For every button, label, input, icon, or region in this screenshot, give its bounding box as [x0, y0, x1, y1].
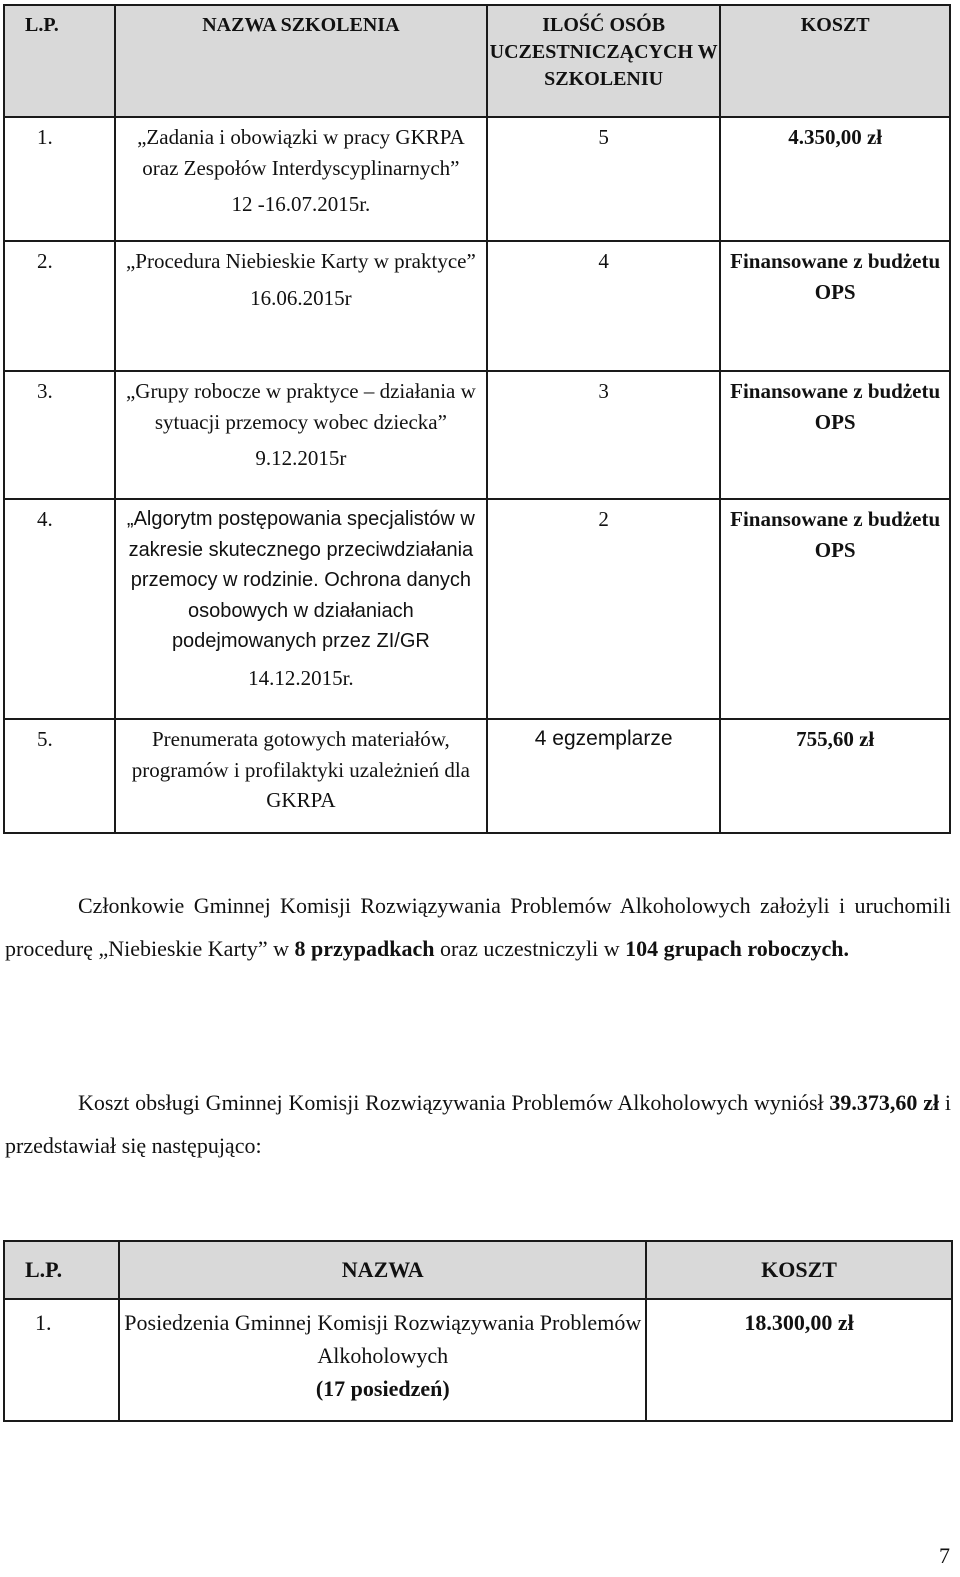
cost-item-name: Posiedzenia Gminnej Komisji Rozwiązywania Problemów Alkoholowych — [124, 1310, 642, 1368]
row-lp: 4. — [37, 507, 53, 531]
total-cost: 39.373,60 zł — [829, 1090, 940, 1115]
participants-count: 4 — [598, 249, 609, 273]
row-lp: 3. — [37, 379, 53, 403]
case-count: 8 przypadkach — [294, 936, 435, 961]
table-row — [4, 241, 950, 371]
paragraph-text: i przedstawiał się następująco: — [5, 1090, 951, 1158]
cost-table — [3, 1240, 953, 1422]
participants-count: 5 — [598, 125, 609, 149]
paragraph-text: oraz uczestniczyli w — [434, 936, 626, 961]
training-cost: 755,60 zł — [796, 727, 875, 751]
training-cost: Finansowane z budżetu OPS — [730, 379, 941, 434]
table-row — [4, 117, 950, 241]
training-title: „Algorytm postępowania specjalistów w zakresie skutecznego przeciwdziałania przemocy w rodzinie. Ochrona danych osobowych w działaniach podejmowanych przez ZI/GR — [126, 508, 475, 652]
training-date: 14.12.2015r. — [248, 665, 354, 690]
table-row — [4, 719, 950, 833]
header-name: NAZWA SZKOLENIA — [115, 5, 487, 117]
page-number: 7 — [939, 1543, 950, 1568]
header-lp: L.P. — [4, 1241, 119, 1299]
participants-count: 2 — [598, 507, 609, 531]
header-lp: L.P. — [4, 5, 115, 117]
header-qty: ILOŚĆ OSÓB UCZESTNICZĄCYCH W SZKOLENIU — [487, 5, 720, 117]
table-row — [4, 1299, 952, 1421]
training-title: „Grupy robocze w praktyce – działania w sytuacji przemocy wobec dziecka” — [125, 379, 476, 434]
header-cost: KOSZT — [646, 1241, 952, 1299]
cost-item-detail: (17 posiedzeń) — [315, 1376, 450, 1401]
training-date: 9.12.2015r — [255, 446, 347, 470]
participants-count: 4 egzemplarze — [534, 727, 673, 750]
header-cost: KOSZT — [720, 5, 950, 117]
group-count: 104 grupach roboczych. — [625, 936, 849, 961]
cost-item-amount: 18.300,00 zł — [744, 1310, 854, 1335]
training-cost: Finansowane z budżetu OPS — [730, 249, 941, 304]
training-cost: 4.350,00 zł — [788, 125, 883, 149]
row-lp: 2. — [37, 249, 53, 273]
paragraph-text: Koszt obsługi Gminnej Komisji Rozwiązywania Problemów Alkoholowych wyniósł — [78, 1090, 830, 1115]
header-name: NAZWA — [119, 1241, 646, 1299]
training-table — [3, 4, 951, 834]
training-date: 12 -16.07.2015r. — [231, 192, 371, 216]
cost-paragraph — [5, 1081, 951, 1167]
training-title: „Procedura Niebieskie Karty w praktyce” — [125, 249, 476, 273]
training-title: Prenumerata gotowych materiałów, programów i profilaktyki uzależnień dla GKRPA — [131, 727, 470, 812]
summary-paragraph — [5, 884, 951, 970]
training-date: 16.06.2015r — [250, 285, 352, 310]
table-row — [4, 499, 950, 719]
paragraph-text: Członkowie Gminnej Komisji Rozwiązywania Problemów Alkoholowych założyli i uruchomili procedurę „Niebieskie Karty” w — [5, 893, 951, 961]
table-header-row — [4, 1241, 952, 1299]
participants-count: 3 — [598, 379, 609, 403]
training-cost: Finansowane z budżetu OPS — [730, 507, 941, 562]
row-lp: 1. — [35, 1310, 52, 1335]
row-lp: 1. — [37, 125, 53, 149]
table-row — [4, 371, 950, 499]
table-header-row — [4, 5, 950, 117]
row-lp: 5. — [37, 727, 53, 751]
training-title: „Zadania i obowiązki w pracy GKRPA oraz Zespołów Interdyscyplinarnych” — [137, 125, 465, 180]
